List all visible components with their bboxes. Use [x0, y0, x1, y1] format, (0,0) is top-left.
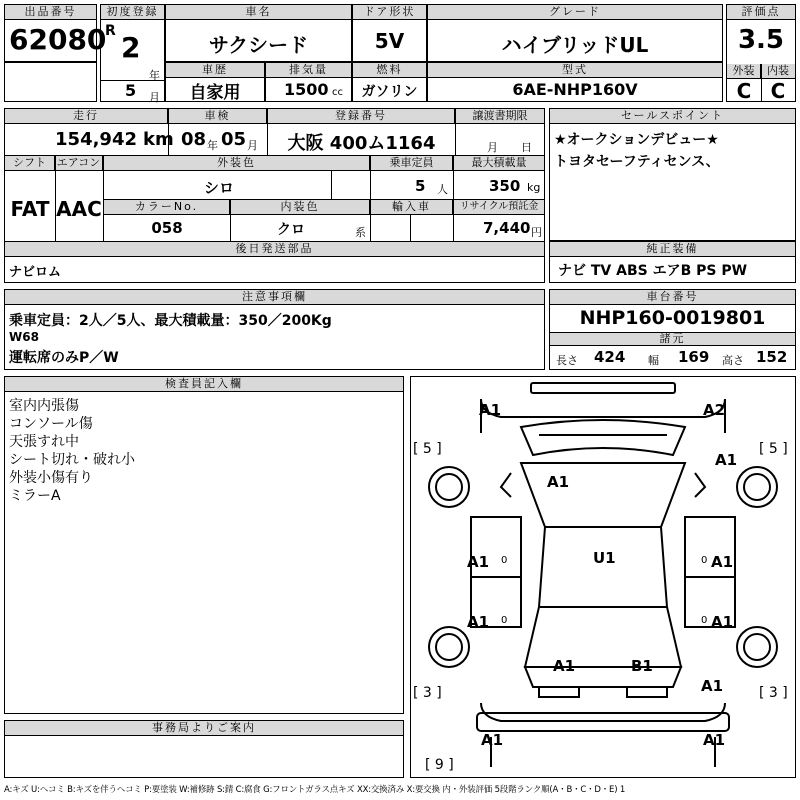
sales-point-header: セールスポイント [550, 109, 795, 124]
inspector-note-1: 室内内張傷 [9, 398, 79, 414]
info-block [4, 108, 545, 283]
office-header: 事務局よりご案内 [5, 721, 403, 736]
note-2: W68 [9, 330, 39, 344]
score: 3.5 [737, 25, 785, 55]
door-type: 5V [374, 29, 405, 53]
mark-door-rr: A1 [711, 613, 734, 631]
ext-color: シロ [203, 179, 234, 197]
int-color-unit: 系 [355, 226, 366, 239]
interior-score: C [770, 79, 786, 103]
mark-rear-right: B1 [631, 657, 653, 675]
genuine-equipment: ナビ TV ABS エアB PS PW [558, 263, 748, 279]
zero-3: 0 [501, 615, 508, 626]
sales-point-2: トヨタセーフティセンス、 [554, 154, 720, 170]
displacement-header: 排気量 [266, 63, 351, 78]
inspector-note-2: コンソール傷 [9, 416, 93, 432]
deadline-header: 譲渡書期限 [456, 109, 544, 124]
bracket-left-bottom: [ 3 ] [413, 685, 442, 701]
lot-header: 出品番号 [5, 5, 96, 20]
insp-year: 08 [181, 129, 207, 150]
length-label: 長さ [556, 354, 578, 367]
recycle-header: リサイクル預託金 [454, 200, 544, 215]
model-box [427, 62, 723, 102]
reg-year: 2 [121, 31, 141, 64]
lot-box [4, 4, 107, 62]
score-header: 評価点 [727, 5, 795, 20]
insp-year-unit: 年 [207, 139, 218, 152]
mark-rear-bumper-left: A1 [481, 731, 504, 749]
sales-point-1: ★オークションデビュー★ [554, 132, 719, 148]
car-name: サクシード [208, 33, 309, 57]
aircon: AAC [56, 197, 102, 221]
specs-header: 諸元 [550, 333, 795, 346]
history-header: 車歴 [166, 63, 264, 78]
mark-hood: A1 [547, 473, 570, 491]
office-box [4, 720, 404, 778]
model-header: 型式 [428, 63, 722, 78]
zero-4: 0 [701, 615, 708, 626]
height: 152 [756, 348, 788, 366]
exterior-header: 外装 [727, 64, 761, 79]
month-unit: 月 [149, 91, 160, 104]
mileage-header: 走行 [5, 109, 168, 124]
mark-rear-left: A1 [553, 657, 576, 675]
bracket-bottom: [ 9 ] [425, 757, 454, 773]
displacement: 1500 [284, 80, 329, 99]
deadline-month: 月 [487, 141, 498, 154]
model: 6AE-NHP160V [512, 80, 638, 99]
inspector-note-6: ミラーA [9, 488, 61, 504]
lot-blank [4, 62, 97, 102]
car-outline [411, 377, 795, 777]
notes-box [4, 289, 545, 370]
inspection-header: 車検 [169, 109, 267, 124]
deadline-day: 日 [521, 141, 532, 154]
year-unit: 年 [149, 69, 160, 82]
later-parts-header: 後日発送部品 [5, 242, 544, 257]
width-label: 幅 [648, 354, 659, 367]
mark-rear-bumper-right: A1 [703, 731, 726, 749]
height-label: 高さ [722, 354, 744, 367]
mark-front-right: A2 [703, 401, 726, 419]
chassis-box [549, 289, 796, 370]
inspector-note-4: シート切れ・破れ小 [9, 452, 135, 468]
note-3: 運転席のみP／W [9, 350, 119, 366]
shift: FAT [10, 197, 50, 221]
fuel: ガソリン [361, 84, 418, 100]
score-box [726, 4, 796, 102]
mileage-unit: km [143, 129, 174, 150]
inspector-note-3: 天張すれ中 [9, 434, 79, 450]
mileage: 154,942 [55, 129, 137, 150]
reg-month: 5 [125, 81, 137, 100]
import-header: 輸入車 [371, 200, 453, 215]
zero-2: 0 [701, 555, 708, 566]
int-color: クロ [277, 222, 305, 238]
width: 169 [678, 348, 710, 366]
car-name-box [165, 4, 352, 62]
era: R [105, 23, 116, 39]
recycle: 7,440 [483, 219, 531, 237]
zero-1: 0 [501, 555, 508, 566]
insp-month-unit: 月 [247, 139, 258, 152]
bracket-right-bottom: [ 3 ] [759, 685, 788, 701]
mark-door-fl: A1 [467, 553, 490, 571]
mark-door-fr: A1 [711, 553, 734, 571]
max-load-unit: kg [527, 181, 541, 194]
history-box [165, 62, 265, 102]
inspector-header: 検査員記入欄 [5, 377, 403, 392]
shift-header: シフト [5, 156, 55, 171]
lot-number: 62080 [9, 23, 107, 56]
aircon-header: エアコン [55, 156, 103, 171]
mark-door-rl: A1 [467, 613, 490, 631]
color-no-header: カラーNo. [104, 200, 230, 215]
inspector-box [4, 376, 404, 714]
first-reg-box [100, 4, 165, 102]
first-reg-header: 初度登録 [101, 5, 164, 20]
bracket-right-top: [ 5 ] [759, 441, 788, 457]
bracket-left-top: [ 5 ] [413, 441, 442, 457]
genuine-header: 純正装備 [550, 242, 795, 257]
mark-rear-fender-right: A1 [701, 677, 724, 695]
note-1: 乗車定員：2人／5人、最大積載量：350／200Kg [9, 313, 332, 329]
car-name-header: 車名 [166, 5, 351, 20]
genuine-box [549, 241, 796, 283]
insp-month: 05 [221, 129, 247, 150]
mark-fender-right: A1 [715, 451, 738, 469]
chassis-header: 車台番号 [550, 290, 795, 305]
door-box [352, 4, 427, 62]
legend: A:キズ U:ヘコミ B:キズを伴うヘコミ P:要塗装 W:補修跡 S:錆 C:腐食 G:フロントガラス点キズ XX:交換済み X:要交換 内・外装評価 5段階ランク順(A・B・C・D・E) 1 [4, 785, 626, 795]
capacity-header: 乗車定員 [371, 156, 453, 171]
inspector-note-5: 外装小傷有り [9, 470, 93, 486]
fuel-box [352, 62, 427, 102]
grade-header: グレード [428, 5, 722, 20]
mark-front-left: A1 [479, 401, 502, 419]
color-no: 058 [151, 219, 183, 237]
int-color-header: 内装色 [231, 200, 370, 215]
displacement-box [265, 62, 352, 102]
grade-box [427, 4, 723, 62]
reg-no: 大阪 400ム1164 [287, 133, 436, 154]
capacity: 5 [415, 177, 426, 195]
displacement-unit: cc [332, 87, 343, 98]
door-header: ドア形状 [353, 5, 426, 20]
mark-roof: U1 [593, 549, 616, 567]
ext-color-header: 外装色 [104, 156, 370, 171]
exterior-score: C [736, 79, 752, 103]
sales-point-box [549, 108, 796, 241]
grade: ハイブリッドUL [501, 33, 649, 57]
capacity-unit: 人 [437, 183, 448, 196]
max-load: 350 [489, 177, 521, 195]
interior-header: 内装 [761, 64, 795, 79]
fuel-header: 燃料 [353, 63, 426, 78]
car-diagram [410, 376, 796, 778]
recycle-unit: 円 [531, 226, 542, 239]
chassis-number: NHP160-0019801 [579, 307, 766, 329]
history: 自家用 [189, 83, 241, 103]
later-parts: ナビロム [9, 265, 62, 280]
notes-header: 注意事項欄 [5, 290, 544, 305]
length: 424 [594, 348, 626, 366]
reg-no-header: 登録番号 [268, 109, 455, 124]
max-load-header: 最大積載量 [454, 156, 544, 171]
